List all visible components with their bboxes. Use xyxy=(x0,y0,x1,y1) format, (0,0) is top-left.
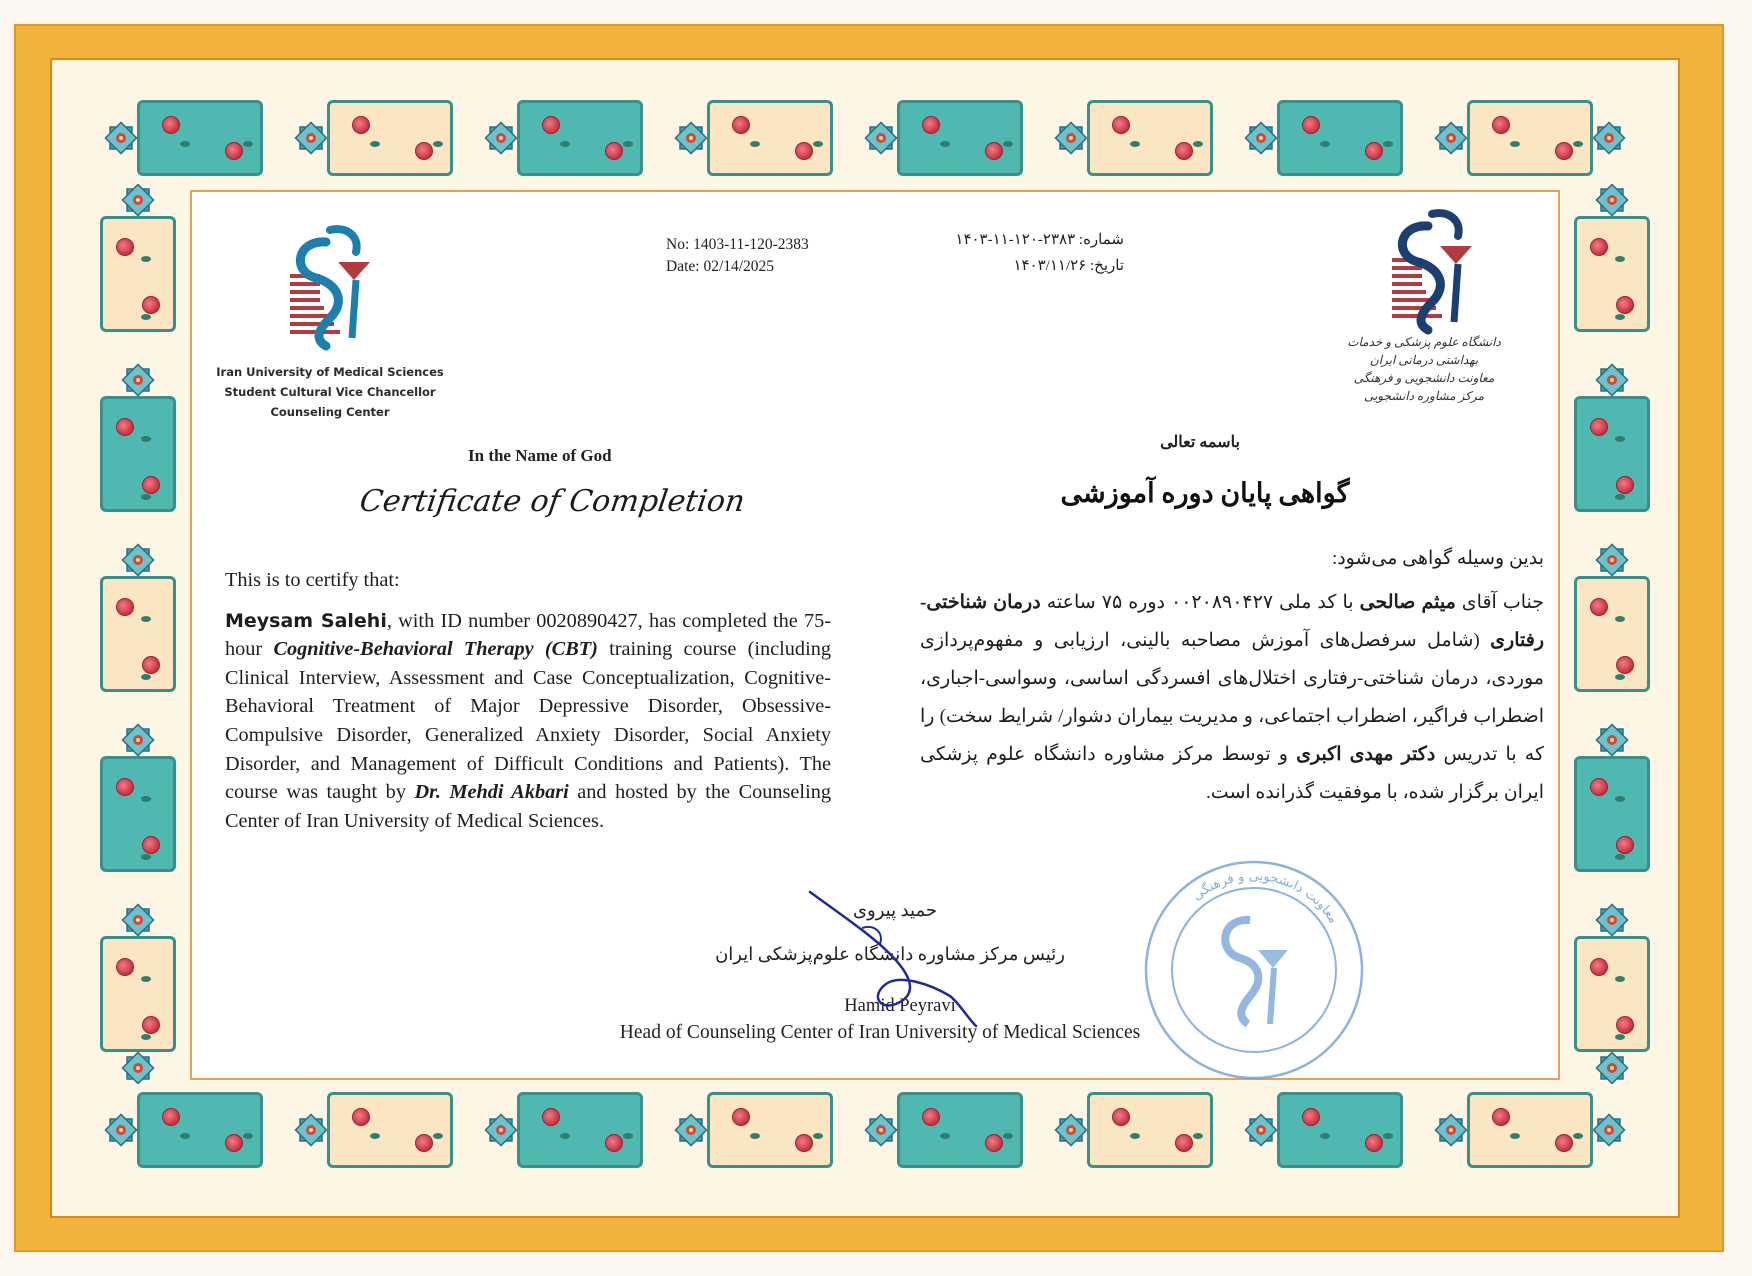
ornament-rose-icon xyxy=(225,1134,243,1152)
ornament-rose-icon xyxy=(1590,418,1608,436)
ornament-rose-icon xyxy=(1616,296,1634,314)
ornament-band-left xyxy=(92,184,184,1084)
ornament-rose-icon xyxy=(1616,1016,1634,1034)
ornament-star-icon xyxy=(1595,723,1629,757)
ornament-panel-cream xyxy=(327,100,453,176)
ornament-star-icon xyxy=(121,363,155,397)
ornament-rose-icon xyxy=(162,1108,180,1126)
ornament-leaf-icon xyxy=(1615,256,1625,262)
signatory-title-persian: رئیس مرکز مشاوره دانشگاه علوم‌پزشکی ایران xyxy=(715,944,1065,964)
fa-org-line-vice-chancellor: معاونت دانشجویی و فرهنگی xyxy=(1353,371,1495,385)
ornament-star-icon xyxy=(864,1113,898,1147)
ornament-leaf-icon xyxy=(1510,141,1520,147)
ornament-rose-icon xyxy=(795,1134,813,1152)
ornament-leaf-icon xyxy=(1320,1133,1330,1139)
ornament-panel-teal xyxy=(1277,1092,1403,1168)
ornament-rose-icon xyxy=(1590,778,1608,796)
ornament-panel-cream xyxy=(1574,576,1650,692)
ornament-panel-teal xyxy=(1277,100,1403,176)
persian-reference-block xyxy=(880,227,1124,279)
ornament-star-icon xyxy=(121,903,155,937)
ornament-rose-icon xyxy=(116,238,134,256)
ornament-star-icon xyxy=(1592,1113,1626,1147)
ornament-rose-icon xyxy=(116,958,134,976)
org-line-university: Iran University of Medical Sciences xyxy=(216,365,444,379)
stamp-text: معاونت دانشجویی و فرهنگی xyxy=(1190,868,1341,927)
ornament-panel-cream xyxy=(1574,216,1650,332)
instructor-name-persian: دکتر مهدی اکبری xyxy=(1296,744,1436,765)
ornament-rose-icon xyxy=(1590,958,1608,976)
ornament-star-icon xyxy=(121,184,155,217)
ornament-rose-icon xyxy=(1112,1108,1130,1126)
ornament-rose-icon xyxy=(795,142,813,160)
ornament-star-icon xyxy=(1054,121,1088,155)
ornament-star-icon xyxy=(674,121,708,155)
persian-lead: بدین وسیله گواهی می‌شود: xyxy=(1331,548,1544,569)
recipient-name-english: Meysam Salehi xyxy=(225,609,387,632)
ornament-panel-teal xyxy=(1574,396,1650,512)
university-logo-left xyxy=(286,222,378,352)
ornament-leaf-icon xyxy=(141,616,151,622)
ornament-leaf-icon xyxy=(1003,141,1013,147)
recipient-name-persian: میثم صالحی xyxy=(1359,592,1456,613)
ornament-star-icon xyxy=(1054,1113,1088,1147)
ornament-leaf-icon xyxy=(141,314,151,320)
ornament-panel-teal xyxy=(1574,756,1650,872)
persian-body-part4: و توسط مرکز مشاوره دانشگاه علوم پزشکی ایران برگزار شده، با موفقیت گذرانده است. xyxy=(920,744,1544,803)
ornament-star-icon xyxy=(674,1113,708,1147)
ornament-leaf-icon xyxy=(1383,1133,1393,1139)
ornament-rose-icon xyxy=(542,116,560,134)
english-lead: This is to certify that: xyxy=(225,569,400,591)
ornament-rose-icon xyxy=(542,1108,560,1126)
ornament-leaf-icon xyxy=(370,1133,380,1139)
handwritten-signature xyxy=(800,884,1000,1034)
ornament-rose-icon xyxy=(1302,1108,1320,1126)
ornament-rose-icon xyxy=(225,142,243,160)
ornament-leaf-icon xyxy=(141,976,151,982)
ornament-star-icon xyxy=(1595,1051,1629,1084)
ornament-leaf-icon xyxy=(1193,1133,1203,1139)
org-line-counseling-center: Counseling Center xyxy=(270,405,390,419)
ornament-panel-cream xyxy=(327,1092,453,1168)
ornament-panel-teal xyxy=(517,100,643,176)
org-line-vice-chancellor: Student Cultural Vice Chancellor xyxy=(224,385,436,399)
ornament-rose-icon xyxy=(1590,238,1608,256)
english-body-part3: and hosted by the Counseling Center of Iran University of Medical Sciences. xyxy=(225,781,831,832)
ornament-rose-icon xyxy=(1365,142,1383,160)
ornament-star-icon xyxy=(1434,121,1468,155)
ornament-rose-icon xyxy=(415,142,433,160)
ornament-rose-icon xyxy=(1492,1108,1510,1126)
ornament-rose-icon xyxy=(142,656,160,674)
ornament-panel-teal xyxy=(137,1092,263,1168)
ornament-star-icon xyxy=(1244,121,1278,155)
ornament-panel-teal xyxy=(100,396,176,512)
persian-body-part1: جناب آقای xyxy=(1455,592,1544,613)
ornament-star-icon xyxy=(294,1113,328,1147)
ornament-leaf-icon xyxy=(433,141,443,147)
ornament-panel-teal xyxy=(100,756,176,872)
ornament-rose-icon xyxy=(1555,1134,1573,1152)
ornament-leaf-icon xyxy=(1130,1133,1140,1139)
ornament-rose-icon xyxy=(732,116,750,134)
ornament-star-icon xyxy=(1595,184,1629,217)
ornament-panel-teal xyxy=(137,100,263,176)
ornament-band-bottom xyxy=(92,1084,1638,1176)
ornament-star-icon xyxy=(1595,363,1629,397)
ornament-leaf-icon xyxy=(370,141,380,147)
ornament-leaf-icon xyxy=(940,141,950,147)
ornament-star-icon xyxy=(121,1051,155,1084)
ornament-panel-cream xyxy=(1467,1092,1593,1168)
ornament-rose-icon xyxy=(162,116,180,134)
ornament-leaf-icon xyxy=(560,141,570,147)
english-number: No: 1403-11-120-2383 xyxy=(666,236,809,253)
ornament-leaf-icon xyxy=(141,854,151,860)
ornament-panel-cream xyxy=(707,1092,833,1168)
ornament-star-icon xyxy=(294,121,328,155)
ornament-star-icon xyxy=(121,543,155,577)
ornament-rose-icon xyxy=(985,142,1003,160)
ornament-rose-icon xyxy=(415,1134,433,1152)
ornament-leaf-icon xyxy=(623,141,633,147)
ornament-panel-teal xyxy=(897,1092,1023,1168)
ornament-rose-icon xyxy=(1302,116,1320,134)
english-body-part2: training course (including Clinical Interview, Assessment and Case Conceptualization, Cognitive-Behavioral Treatment of Major Depressive Disorder, Obsessive-Compulsive Disorder, Generalized Anxiety Disorder, Social Anxiety Disorder, and Management of Difficult Conditions and Patients). The course was taught by xyxy=(225,638,831,804)
fa-org-line-counseling-center: مرکز مشاوره دانشجویی xyxy=(1363,389,1485,403)
ornament-rose-icon xyxy=(1616,836,1634,854)
ornament-leaf-icon xyxy=(1615,976,1625,982)
persian-body xyxy=(920,540,1544,812)
ornament-star-icon xyxy=(1244,1113,1278,1147)
ornament-star-icon xyxy=(121,723,155,757)
ornament-leaf-icon xyxy=(1615,854,1625,860)
signatory-name-persian: حمید پیروی xyxy=(852,900,938,920)
signatory-title-english: Head of Counseling Center of Iran University of Medical Sciences xyxy=(619,1022,1141,1043)
persian-date: تاریخ: ۱۴۰۳/۱۱/۲۶ xyxy=(1013,258,1124,274)
ornament-leaf-icon xyxy=(1615,436,1625,442)
instructor-name-english: Dr. Mehdi Akbari xyxy=(414,781,569,804)
ornament-leaf-icon xyxy=(1320,141,1330,147)
ornament-leaf-icon xyxy=(1615,674,1625,680)
english-date: Date: 02/14/2025 xyxy=(666,258,775,275)
ornament-star-icon xyxy=(484,1113,518,1147)
ornament-band-right xyxy=(1566,184,1658,1084)
ornament-panel-teal xyxy=(517,1092,643,1168)
ornament-rose-icon xyxy=(1616,656,1634,674)
ornament-panel-cream xyxy=(100,576,176,692)
persian-organization-block xyxy=(1344,333,1504,405)
ornament-rose-icon xyxy=(116,778,134,796)
ornament-leaf-icon xyxy=(1510,1133,1520,1139)
ornament-star-icon xyxy=(1592,121,1626,155)
ornament-leaf-icon xyxy=(141,494,151,500)
ornament-rose-icon xyxy=(352,116,370,134)
ornament-leaf-icon xyxy=(243,141,253,147)
ornament-panel-cream xyxy=(1574,936,1650,1052)
ornament-leaf-icon xyxy=(141,796,151,802)
ornament-panel-cream xyxy=(1087,1092,1213,1168)
ornament-panel-cream xyxy=(1087,100,1213,176)
ornament-rose-icon xyxy=(1175,142,1193,160)
ornament-rose-icon xyxy=(142,476,160,494)
ornament-leaf-icon xyxy=(433,1133,443,1139)
ornament-rose-icon xyxy=(1616,476,1634,494)
certificate-title-persian: گواهی پایان دوره آموزشی xyxy=(1060,478,1350,508)
ornament-rose-icon xyxy=(352,1108,370,1126)
ornament-rose-icon xyxy=(605,1134,623,1152)
ornament-star-icon xyxy=(484,121,518,155)
ornament-leaf-icon xyxy=(623,1133,633,1139)
ornament-leaf-icon xyxy=(1573,141,1583,147)
ornament-rose-icon xyxy=(1555,142,1573,160)
persian-body-part3: (شامل سرفصل‌های آموزش مصاحبه بالینی، ارزیابی و مفهوم‌پردازی موردی، درمان شناختی-رفتاری اختلال‌های افسردگی اساسی، وسواسی-اجباری، اضطراب فراگیر، اضطراب اجتماعی، و مدیریت بیماران دشوار/ شرایط سخت) را که با تدریس xyxy=(920,630,1544,765)
ornament-leaf-icon xyxy=(750,1133,760,1139)
ornament-rose-icon xyxy=(116,418,134,436)
ornament-panel-teal xyxy=(897,100,1023,176)
english-reference-block xyxy=(666,234,809,278)
ornament-band-top xyxy=(92,92,1638,184)
certificate-title-english: Certificate of Completion xyxy=(357,484,747,519)
ornament-leaf-icon xyxy=(1615,1034,1625,1040)
ornament-leaf-icon xyxy=(940,1133,950,1139)
university-logo-right xyxy=(1388,206,1480,336)
ornament-leaf-icon xyxy=(141,436,151,442)
fa-org-line-university: دانشگاه علوم پزشکی و خدمات بهداشتی درمانی ایران xyxy=(1347,335,1501,367)
persian-body-part2: با کد ملی ۰۰۲۰۸۹۰۴۲۷ دوره ۷۵ ساعته xyxy=(1040,592,1360,613)
in-the-name-of-god: In the Name of God xyxy=(468,446,612,465)
ornament-panel-cream xyxy=(707,100,833,176)
ornament-leaf-icon xyxy=(180,141,190,147)
course-name-persian: درمان شناختی-رفتاری xyxy=(920,592,1544,651)
ornament-star-icon xyxy=(864,121,898,155)
persian-basmala: باسمه تعالی xyxy=(1160,434,1240,451)
ornament-rose-icon xyxy=(116,598,134,616)
ornament-panel-cream xyxy=(100,936,176,1052)
ornament-rose-icon xyxy=(142,836,160,854)
ornament-star-icon xyxy=(104,1113,138,1147)
ornament-leaf-icon xyxy=(1615,314,1625,320)
ornament-leaf-icon xyxy=(1130,141,1140,147)
ornament-rose-icon xyxy=(1590,598,1608,616)
ornament-star-icon xyxy=(1595,903,1629,937)
ornament-rose-icon xyxy=(922,116,940,134)
ornament-rose-icon xyxy=(922,1108,940,1126)
english-body-part1: , with ID number 0020890427, has completed the 75-hour xyxy=(225,609,832,661)
ornament-star-icon xyxy=(1595,543,1629,577)
ornament-rose-icon xyxy=(1175,1134,1193,1152)
ornament-leaf-icon xyxy=(1193,141,1203,147)
ornament-rose-icon xyxy=(1112,116,1130,134)
english-organization-block xyxy=(210,362,450,422)
ornament-rose-icon xyxy=(732,1108,750,1126)
ornament-leaf-icon xyxy=(1615,494,1625,500)
ornament-leaf-icon xyxy=(1383,141,1393,147)
ornament-leaf-icon xyxy=(180,1133,190,1139)
ornament-leaf-icon xyxy=(1615,796,1625,802)
signatory-name-english: Hamid Peyravi xyxy=(844,996,956,1016)
ornament-rose-icon xyxy=(142,1016,160,1034)
ornament-leaf-icon xyxy=(1573,1133,1583,1139)
persian-number: شماره: ۲۳۸۳-۱۲۰-۱۱-۱۴۰۳ xyxy=(955,232,1124,248)
course-name-english: Cognitive-Behavioral Therapy (CBT) xyxy=(273,638,598,661)
ornament-rose-icon xyxy=(985,1134,1003,1152)
ornament-leaf-icon xyxy=(1615,616,1625,622)
english-body xyxy=(225,566,831,835)
ornament-rose-icon xyxy=(1492,116,1510,134)
ornament-star-icon xyxy=(104,121,138,155)
ornament-rose-icon xyxy=(142,296,160,314)
ornament-leaf-icon xyxy=(141,256,151,262)
ornament-leaf-icon xyxy=(243,1133,253,1139)
ornament-leaf-icon xyxy=(813,1133,823,1139)
ornament-leaf-icon xyxy=(813,141,823,147)
ornament-star-icon xyxy=(1434,1113,1468,1147)
ornament-leaf-icon xyxy=(141,674,151,680)
ornament-panel-cream xyxy=(100,216,176,332)
ornament-leaf-icon xyxy=(750,141,760,147)
ornament-leaf-icon xyxy=(560,1133,570,1139)
ornament-leaf-icon xyxy=(1003,1133,1013,1139)
ornament-leaf-icon xyxy=(141,1034,151,1040)
official-stamp xyxy=(1140,856,1368,1084)
ornament-panel-cream xyxy=(1467,100,1593,176)
ornament-rose-icon xyxy=(1365,1134,1383,1152)
ornament-rose-icon xyxy=(605,142,623,160)
